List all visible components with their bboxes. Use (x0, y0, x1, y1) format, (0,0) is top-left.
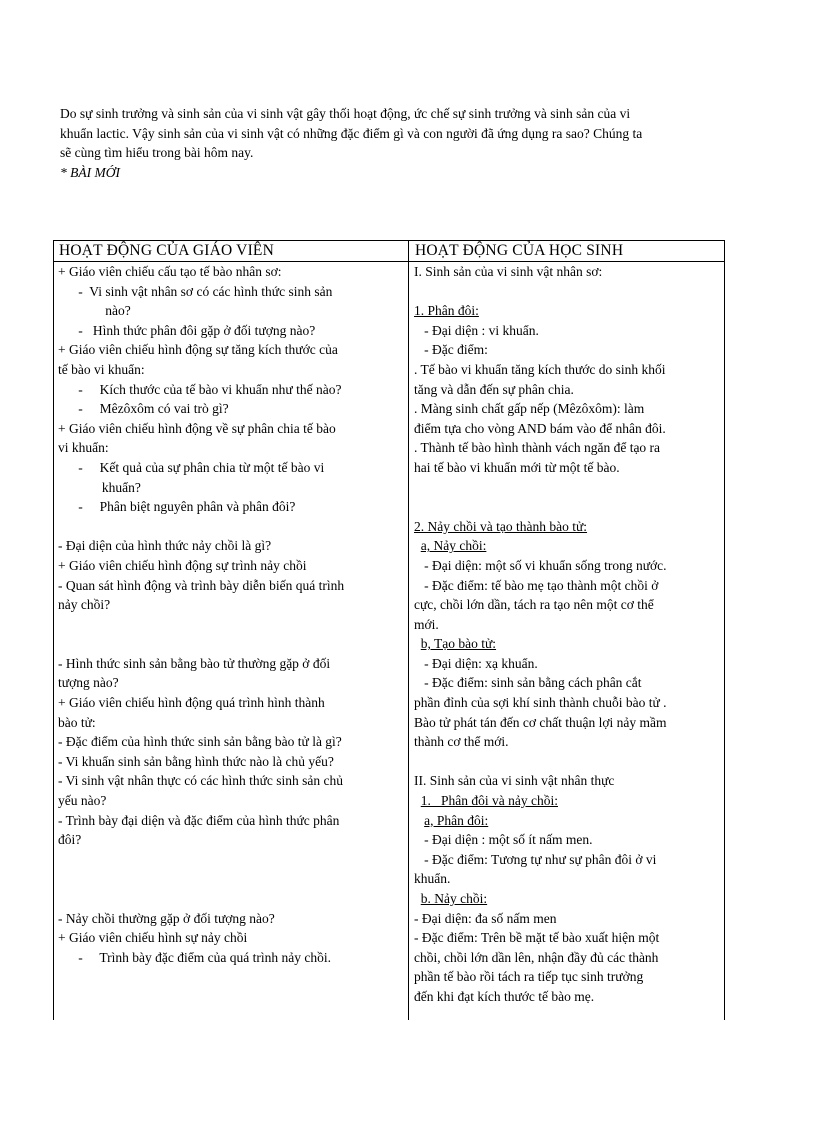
student-heading-text: 2. Nảy chồi và tạo thành bào tử: (414, 518, 588, 534)
teacher-line: tượng nào? (58, 675, 119, 691)
student-line (414, 282, 722, 302)
student-line (414, 478, 722, 498)
teacher-line: - Nảy chồi thường gặp ở đối tượng nào? (58, 910, 275, 926)
teacher-line (58, 850, 406, 870)
teacher-line: + Giáo viên chiếu cấu tạo tế bào nhân sơ: (58, 264, 282, 279)
teacher-line: vi khuẩn: (58, 440, 109, 456)
teacher-line: - Vi sinh vật nhân thực có các hình thức sinh sản chủ (58, 773, 344, 789)
teacher-line: - Kích thước của tế bào vi khuẩn như thế nào? (58, 381, 342, 397)
student-line: Bào tử phát tán đến cơ chất thuận lợi nảy mầm (414, 714, 667, 730)
student-line: - Đại diện: một số vi khuẩn sống trong nước. (414, 557, 667, 573)
student-line: cực, chồi lớn dần, tách ra tạo nên một cơ thể (414, 597, 654, 613)
teacher-line: + Giáo viên chiếu hình động sự tăng kích thước của (58, 342, 338, 358)
intro-line: Do sự sinh trưởng và sinh sản của vi sinh vật gây thối hoạt động, ức chế sự sinh trưởng và sinh sản của vi (60, 106, 631, 121)
student-heading (414, 889, 722, 909)
student-line: phần đỉnh của sợi khí sinh thành chuỗi bào tử . (414, 695, 667, 711)
student-line: - Đặc điểm: sinh sản bằng cách phân cắt (414, 675, 642, 691)
teacher-line: + Giáo viên chiếu hình động về sự phân chia tế bào (58, 420, 336, 436)
student-activities (414, 262, 722, 1007)
activity-table (53, 240, 725, 1020)
student-line: - Đại diện : một số ít nấm men. (414, 832, 593, 848)
student-line (414, 497, 722, 517)
teacher-line: + Giáo viên chiếu hình sự nảy chồi (58, 930, 248, 946)
student-heading-text: a, Phân đôi: (424, 812, 489, 828)
student-line: . Thành tế bào hình thành vách ngăn để tạo ra (414, 440, 661, 456)
student-line: thành cơ thể mới. (414, 734, 509, 750)
student-line: - Đại diện : vi khuẩn. (414, 322, 539, 338)
table-column-divider (408, 240, 409, 1020)
student-line: chồi, chồi lớn dần lên, nhận đầy đủ các thành (414, 949, 659, 965)
teacher-line: - Đặc điểm của hình thức sinh sản bằng bào tử là gì? (58, 734, 342, 750)
student-line: điểm tựa cho vòng AND bám vào để nhân đôi. (414, 420, 666, 436)
teacher-line: nảy chồi? (58, 597, 111, 613)
teacher-line: - Phân biệt nguyên phân và phân đôi? (58, 499, 296, 515)
teacher-line: đôi? (58, 832, 82, 848)
teacher-line: - Mêzôxôm có vai trò gì? (58, 401, 229, 417)
teacher-line: yếu nào? (58, 793, 107, 809)
student-line: - Đặc điểm: (414, 342, 488, 358)
intro-paragraph (60, 104, 760, 182)
student-heading (414, 536, 722, 556)
table-border-right (724, 240, 725, 1020)
student-line: I. Sinh sản của vi sinh vật nhân sơ: (414, 264, 603, 279)
student-heading (414, 634, 722, 654)
table-border-left (53, 240, 54, 1020)
teacher-line: - Đại diện của hình thức nảy chồi là gì? (58, 538, 272, 554)
student-heading-text: a, Nảy chồi: (420, 538, 487, 554)
teacher-line: - Trình bày đại diện và đặc điểm của hình thức phân (58, 812, 340, 828)
student-line: II. Sinh sản của vi sinh vật nhân thực (414, 773, 615, 789)
intro-line: sẽ cùng tìm hiểu trong bài hôm nay. (60, 145, 254, 160)
student-heading-text: b, Tạo bào tử: (420, 636, 497, 652)
teacher-line: - Vi sinh vật nhân sơ có các hình thức sinh sản (58, 283, 333, 299)
student-line: phần tế bào rồi tách ra tiếp tục sinh trưởng (414, 969, 644, 985)
teacher-line (58, 889, 406, 909)
student-heading (414, 517, 722, 537)
student-line (414, 752, 722, 772)
student-heading (414, 811, 722, 831)
student-line: . Màng sinh chất gấp nếp (Mêzôxôm): làm (414, 401, 645, 417)
teacher-line: khuẩn? (58, 479, 141, 495)
teacher-line: - Hình thức sinh sản bằng bào tử thường gặp ở đối (58, 655, 331, 671)
student-heading (414, 301, 722, 321)
student-heading-text: 1. Phân đôi và nảy chồi: (420, 793, 558, 809)
teacher-line: bào tử: (58, 714, 96, 730)
student-line: - Đặc điểm: Trên bề mặt tế bào xuất hiện một (414, 930, 660, 946)
teacher-line: - Hình thức phân đôi gặp ở đối tượng nào? (58, 322, 316, 338)
intro-line: khuẩn lactic. Vậy sinh sản của vi sinh vật có những đặc điểm gì và con người đã ứng dụng ra sao? Chúng ta (60, 125, 643, 141)
header-student: HOẠT ĐỘNG CỦA HỌC SINH (415, 242, 624, 259)
student-line: đến khi đạt kích thước tế bào mẹ. (414, 988, 595, 1004)
student-heading-text: 1. Phân đôi: (414, 303, 479, 319)
new-lesson-label: * BÀI MỚI (60, 164, 120, 180)
student-line: - Đại diện: xạ khuẩn. (414, 655, 538, 671)
teacher-line: - Kết quả của sự phân chia từ một tế bào vi (58, 459, 325, 475)
student-line: mới. (414, 616, 439, 632)
student-heading-text: b. Nảy chồi: (420, 891, 488, 906)
student-line: - Đặc điểm: Tương tự như sự phân đôi ở vi (414, 851, 657, 867)
teacher-line: - Quan sát hình động và trình bày diễn biến quá trình (58, 577, 345, 593)
teacher-activities (58, 262, 406, 967)
teacher-line: - Vi khuẩn sinh sản bằng hình thức nào là chủ yếu? (58, 753, 334, 769)
student-line: - Đặc điểm: tế bào mẹ tạo thành một chồi ở (414, 577, 659, 593)
teacher-line (58, 517, 406, 537)
student-line: tăng và dẫn đến sự phân chia. (414, 381, 574, 397)
student-line: khuẩn. (414, 871, 451, 887)
teacher-line (58, 634, 406, 654)
header-teacher: HOẠT ĐỘNG CỦA GIÁO VIÊN (59, 242, 274, 259)
student-line: hai tế bào vi khuẩn mới từ một tế bào. (414, 459, 620, 475)
student-line: - Đại diện: đa số nấm men (414, 910, 557, 926)
student-line: . Tế bào vi khuẩn tăng kích thước do sinh khối (414, 361, 666, 377)
teacher-line: - Trình bày đặc điểm của quá trình nảy chồi. (58, 949, 331, 965)
teacher-line (58, 615, 406, 635)
teacher-line (58, 869, 406, 889)
teacher-line: tế bào vi khuẩn: (58, 361, 145, 377)
teacher-line: + Giáo viên chiếu hình động sự trình nảy chồi (58, 557, 307, 573)
teacher-line: + Giáo viên chiếu hình động quá trình hình thành (58, 695, 325, 711)
student-heading (414, 791, 722, 811)
teacher-line: nào? (58, 303, 131, 319)
